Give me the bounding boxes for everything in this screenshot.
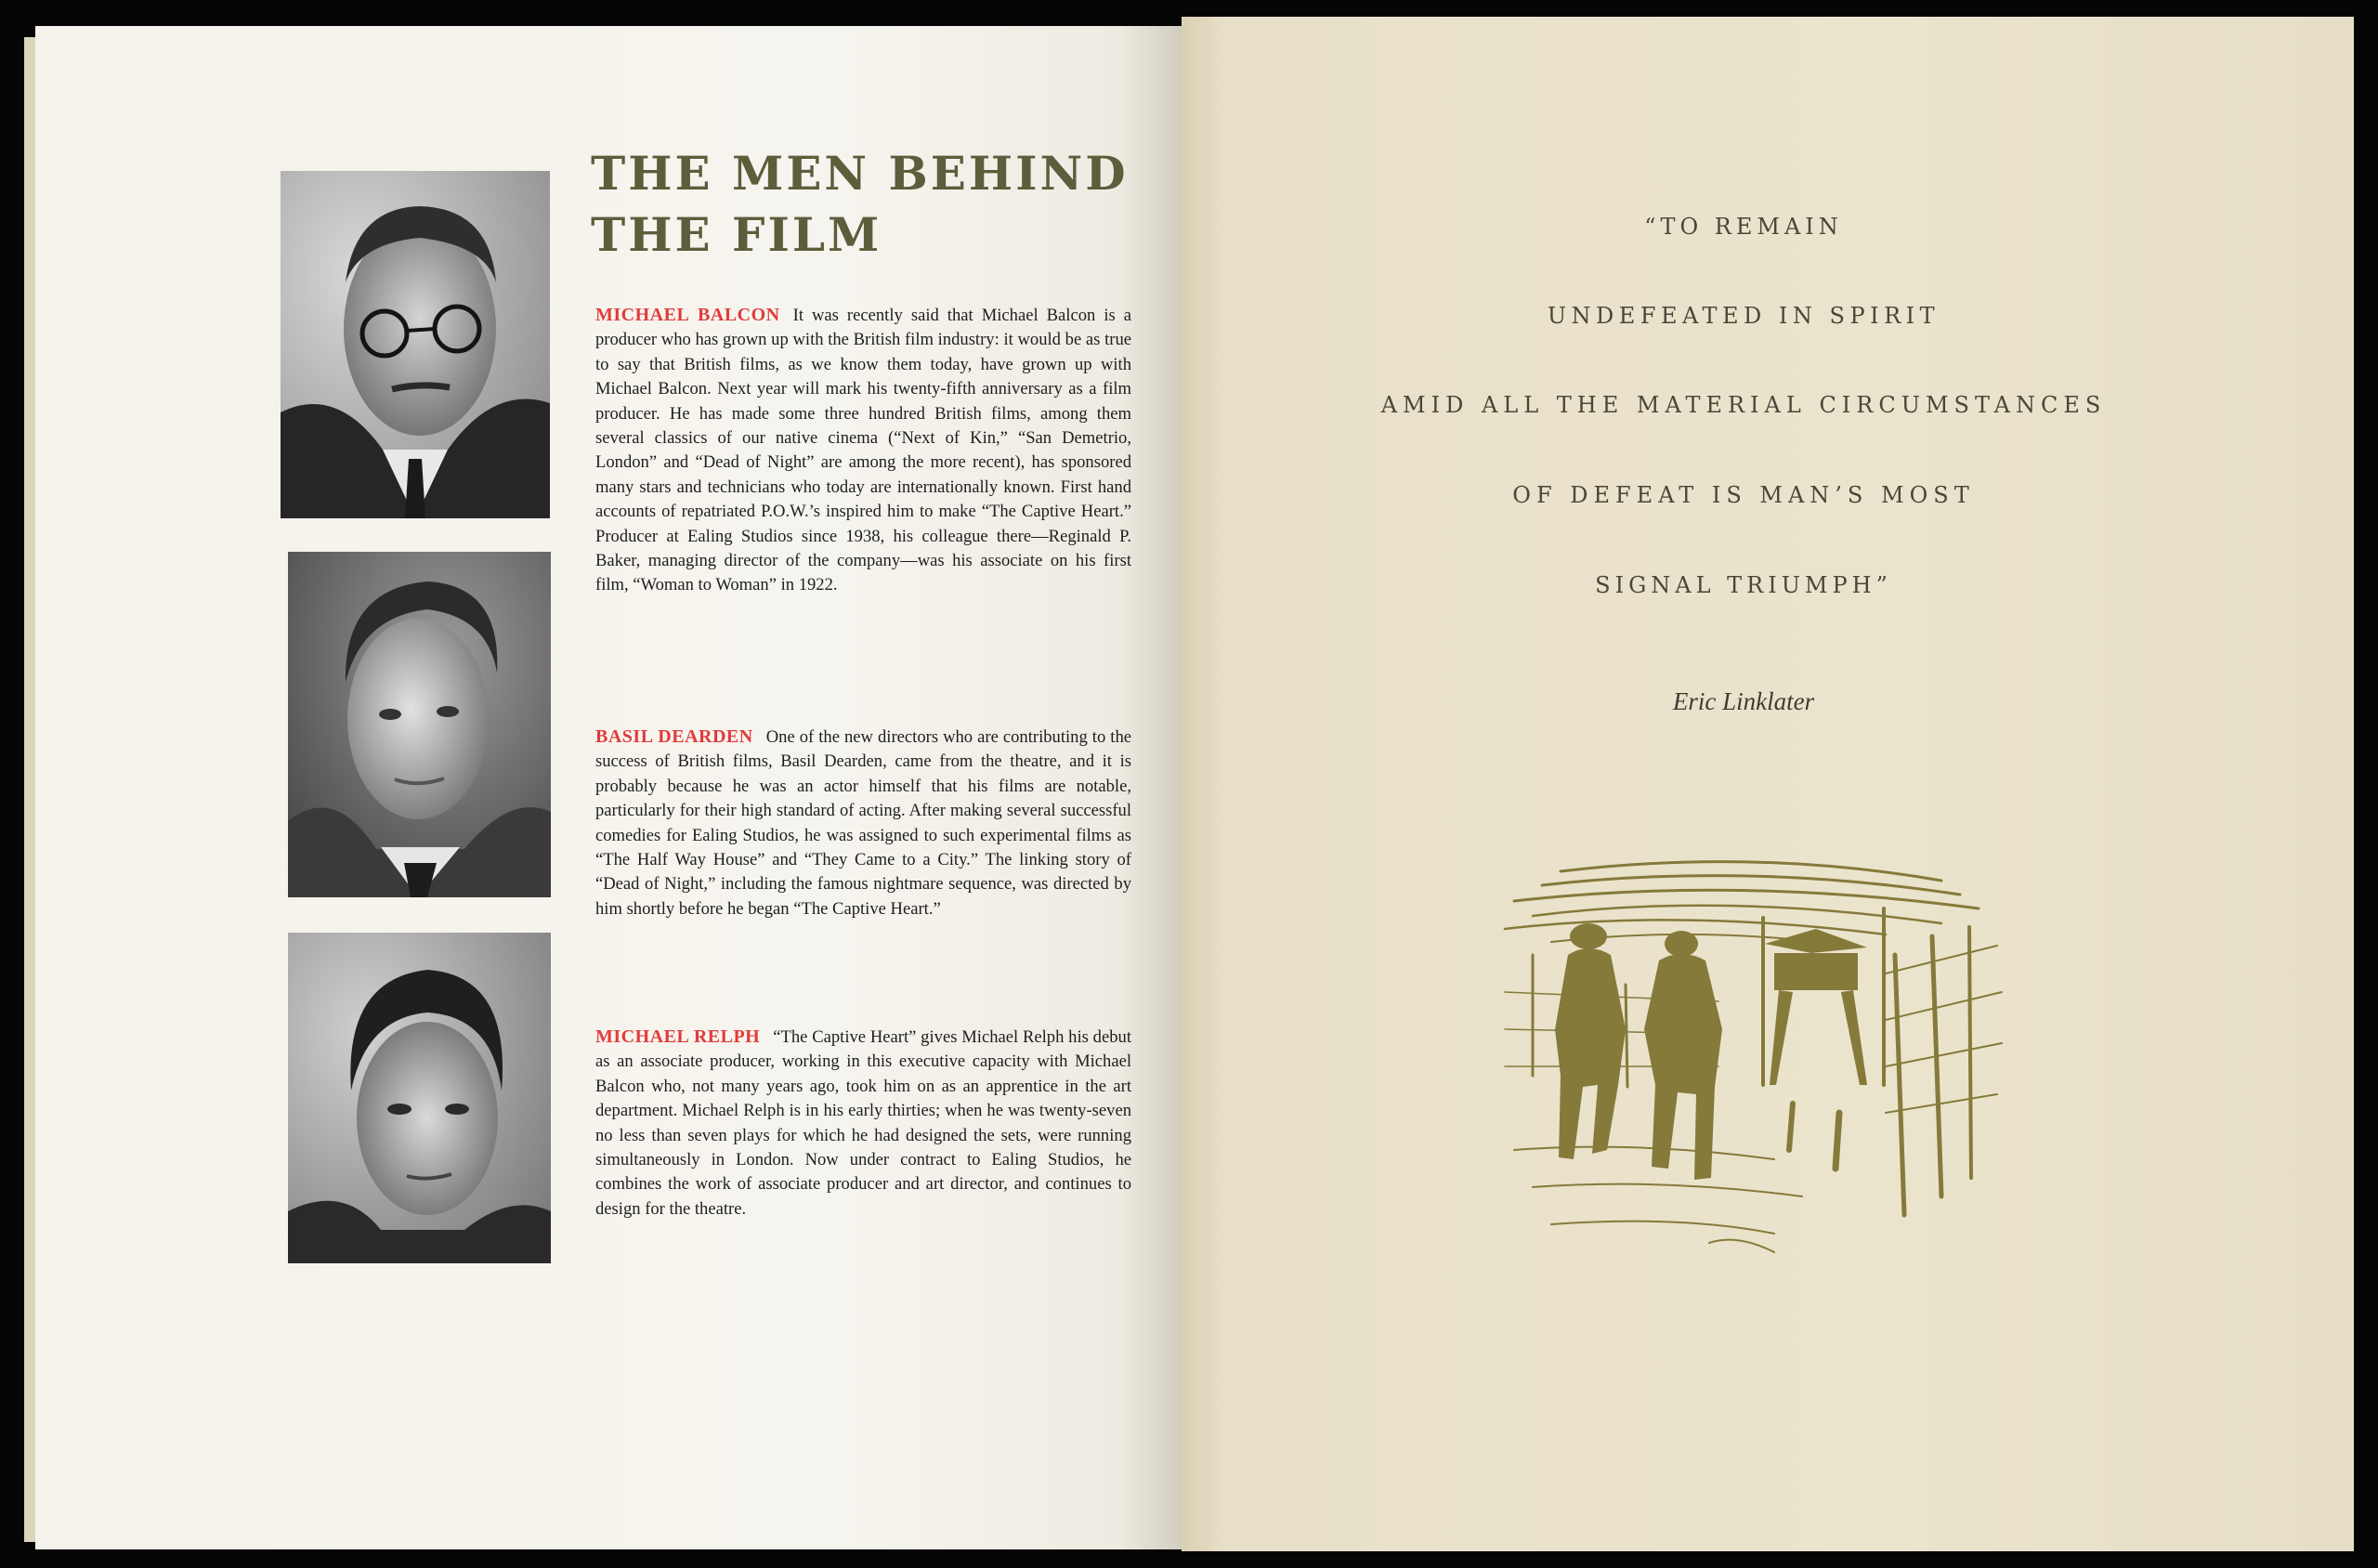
quote-line: SIGNAL TRIUMPH” bbox=[1595, 572, 1892, 598]
quote-line: UNDEFEATED IN SPIRIT bbox=[1547, 303, 1940, 329]
bio-text: It was recently said that Michael Balcon is a producer who has grown up with the British film industry: it would be as true to say that British films, as we know them today, have grown up with Michael Balcon. Next year will mark his twenty-fifth anniversary as a film producer. He has made some three hundred British films, among them several classics of our native cinema (“Next of Kin,” “San Demetrio, London” and “Dead of Night” are among the more recent), has sponsored many stars and technicians who today are internationally known. First hand accounts of repatriated P.O.W.’s inspired him to make “The Captive Heart.” Producer at Ealing Studios since 1938, his colleague there—Reginald P. Baker, managing director of the company—was his associate on his first film, “Woman to Woman” in 1922. bbox=[595, 306, 1131, 595]
portrait-michael-balcon bbox=[281, 171, 550, 518]
bio-basil-dearden bbox=[595, 725, 1131, 921]
background-strip bbox=[0, 1551, 2378, 1568]
quote-line: OF DEFEAT IS MAN’S MOST bbox=[1512, 482, 1975, 508]
bio-name: BASIL DEARDEN bbox=[595, 726, 753, 747]
quote-author: Eric Linklater bbox=[1672, 687, 1815, 715]
bio-text: “The Captive Heart” gives Michael Relph his debut as an associate producer, working in this executive capacity with Michael Balcon who, not many years ago, took him on as an apprentice in the art department. Michael Relph is in his early thirties; when he was twenty-seven no less than seven plays for which he had designed the sets, were running simultaneously in London. Now under contract to Ealing Studios, he combines the work of associate producer and art director, and continues to design for the theatre. bbox=[595, 1027, 1131, 1219]
pow-camp-illustration bbox=[1496, 843, 2016, 1271]
page-heading: THE MEN BEHIND THE FILM bbox=[591, 146, 1129, 262]
bio-michael-balcon bbox=[595, 303, 1131, 598]
left-page bbox=[35, 26, 1187, 1549]
portrait-michael-relph bbox=[288, 933, 551, 1263]
bio-michael-relph bbox=[595, 1025, 1131, 1222]
quote-line: “TO REMAIN bbox=[1644, 214, 1843, 240]
bio-name: MICHAEL BALCON bbox=[595, 305, 780, 325]
bio-name: MICHAEL RELPH bbox=[595, 1026, 761, 1047]
bio-text: One of the new directors who are contributing to the success of British films, Basil Dearden, came from the theatre, and it is probably because he was an actor himself that his films are notable, particularly for their high standard of acting. After making several successful comedies for Ealing Studios, he was assigned to such experimental films as “The Half Way House” and “They Came to a City.” The linking story of “Dead of Night,” including the famous nightmare sequence, was directed by him shortly before he began “The Captive Heart.” bbox=[595, 727, 1131, 919]
quote-line: AMID ALL THE MATERIAL CIRCUMSTANCES bbox=[1380, 392, 2107, 418]
portrait-basil-dearden bbox=[288, 552, 551, 897]
right-page bbox=[1182, 17, 2354, 1551]
